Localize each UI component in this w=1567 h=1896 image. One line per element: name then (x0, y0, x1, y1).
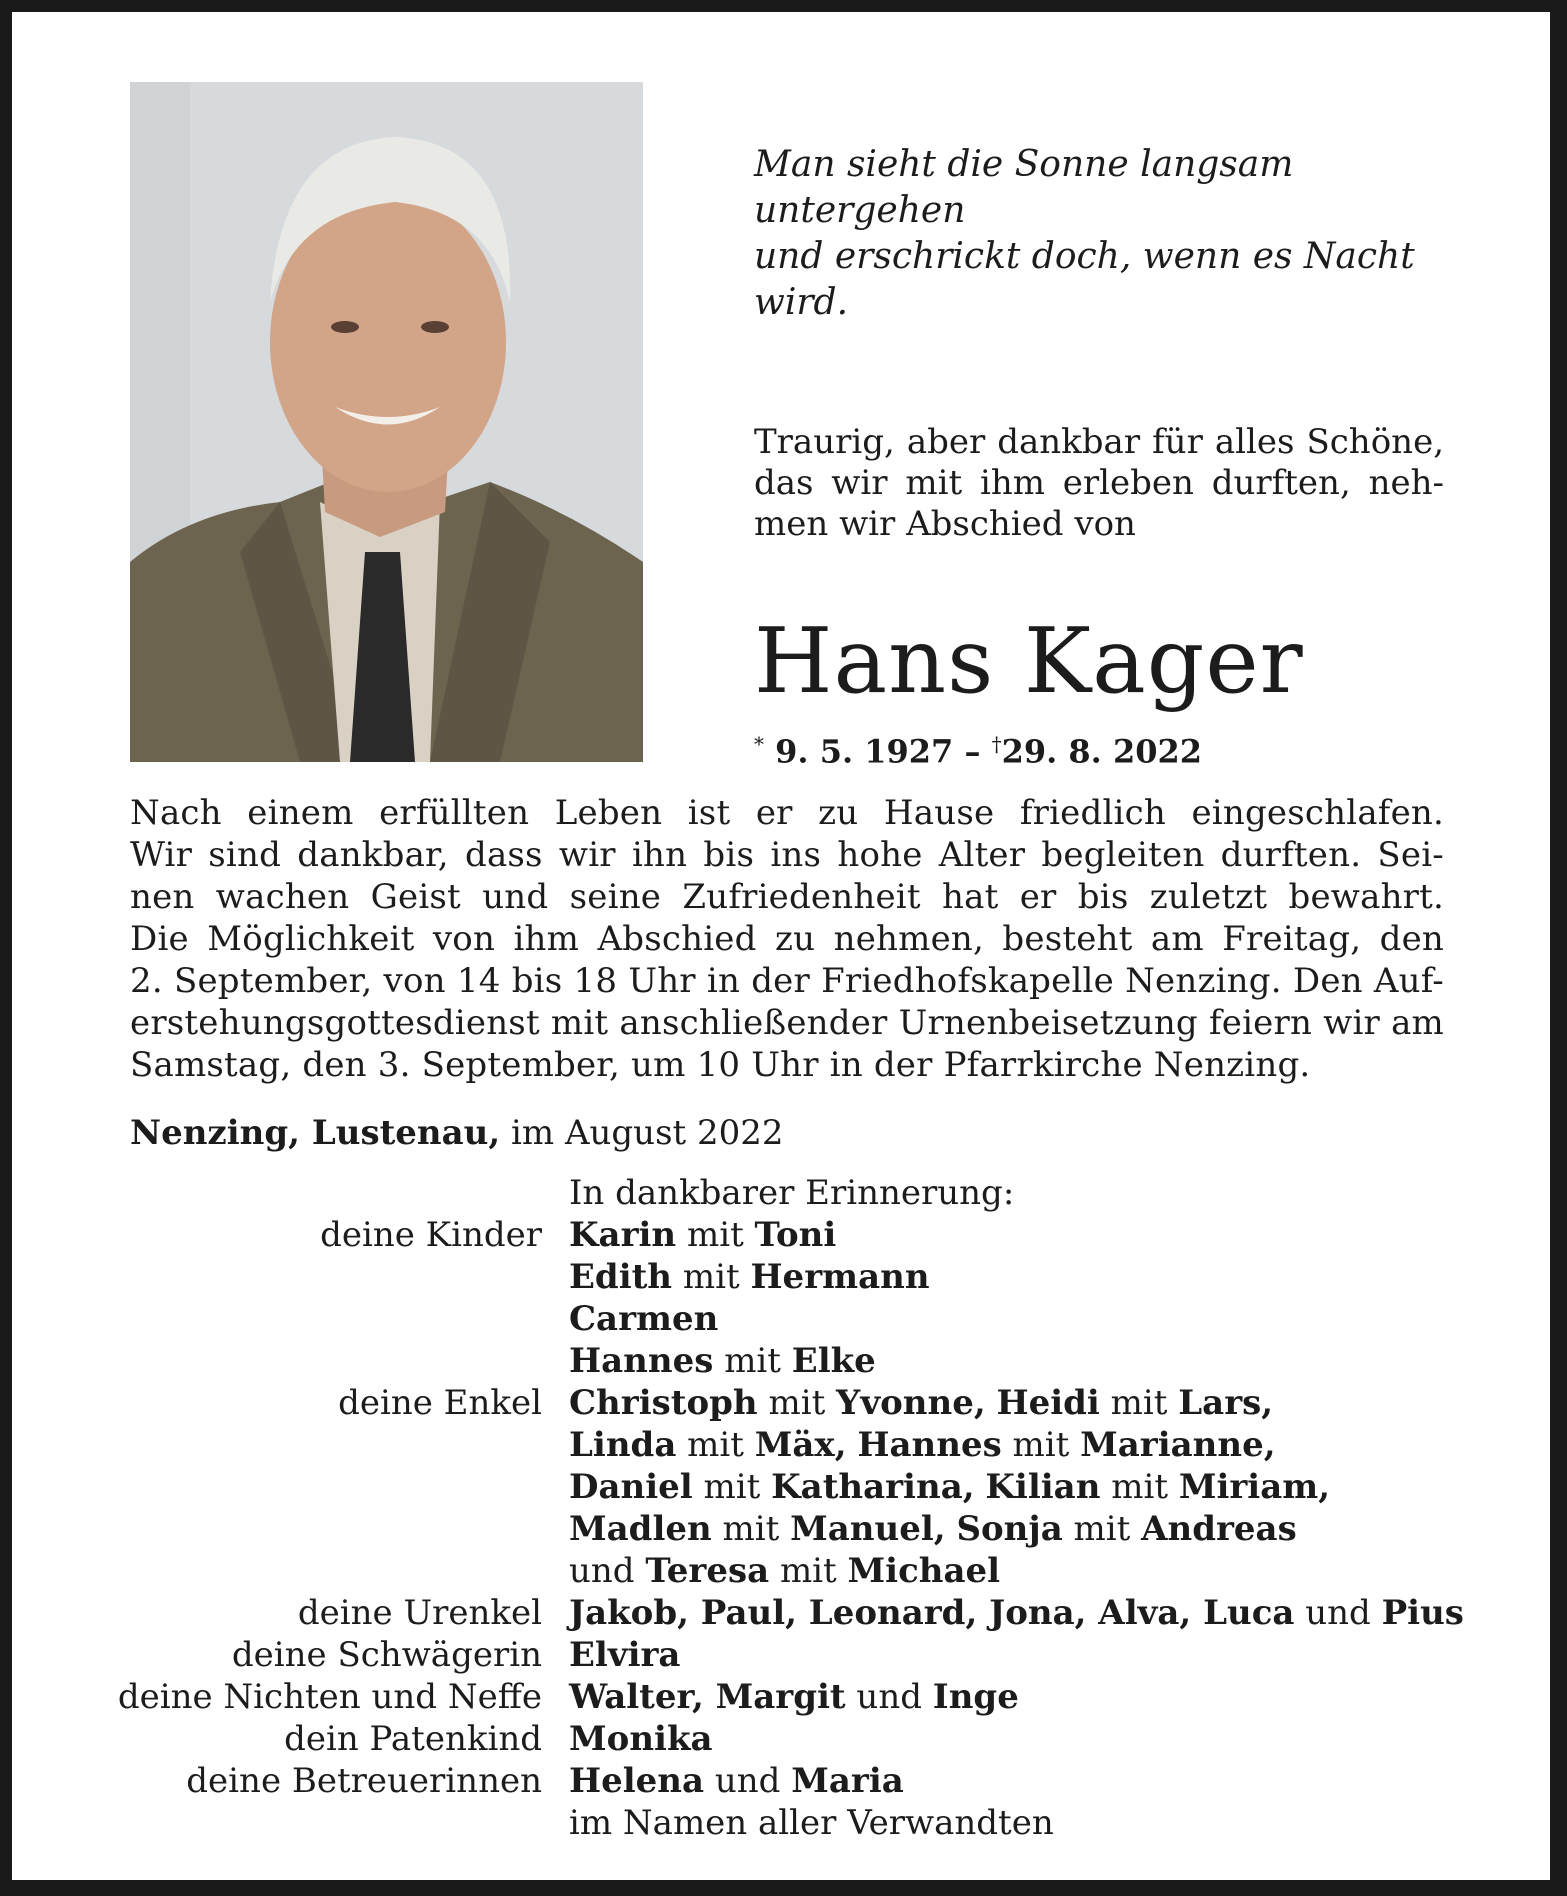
mourner-name: Daniel (569, 1467, 693, 1507)
mourner-name: Mäx, (754, 1425, 847, 1465)
place-towns: Nenzing, Lustenau, (130, 1113, 501, 1153)
body-line: Nach einem erfüllten Leben ist er zu Hause friedlich eingeschlafen. (130, 793, 1444, 833)
place-date (130, 1112, 784, 1154)
conjunction: mit (768, 1383, 826, 1423)
quote-line: und erschrickt doch, wenn es Nacht wird. (754, 236, 1415, 323)
names-kinder-1 (569, 1214, 836, 1256)
intro-line: das wir mit ihm erleben durften, neh- (754, 463, 1444, 503)
mourner-name: Elke (791, 1341, 876, 1381)
mourner-name: Marianne, (1080, 1425, 1276, 1465)
intro-line: Traurig, aber dankbar für alles Schöne, (754, 422, 1444, 462)
body-line: 2. September, von 14 bis 18 Uhr in der Friedhofskapelle Nenzing. Den Auf- (130, 961, 1444, 1001)
conjunction: und (856, 1677, 922, 1717)
mourner-name: Walter, Margit (569, 1677, 846, 1717)
conjunction: mit (724, 1341, 781, 1381)
closing-line: im Namen aller Verwandten (569, 1803, 1054, 1843)
conjunction: mit (779, 1551, 837, 1591)
place-date-text: im August 2022 (511, 1113, 784, 1153)
farewell-intro (754, 422, 1444, 545)
conjunction: mit (722, 1509, 780, 1549)
mourner-name: Pius (1381, 1593, 1464, 1633)
birth-symbol: * (754, 732, 764, 756)
names-kinder-2 (569, 1256, 930, 1298)
mourner-name: Heidi (996, 1383, 1100, 1423)
mourner-name: Sonja (956, 1509, 1063, 1549)
mourner-name: Jakob, Paul, Leonard, Jona, Alva, Luca (569, 1593, 1295, 1633)
mourner-name: Carmen (569, 1299, 719, 1339)
mourner-name: Helena (569, 1761, 705, 1801)
intro-line: men wir Abschied von (754, 504, 1136, 544)
quote-line: Man sieht die Sonne langsam untergehen (754, 144, 1294, 231)
mourner-name: Monika (569, 1719, 713, 1759)
signature-intro: In dankbarer Erinnerung: (569, 1173, 1015, 1213)
conjunction: mit (1012, 1425, 1070, 1465)
mourner-name: Elvira (569, 1635, 681, 1675)
conjunction: und (1305, 1593, 1371, 1633)
names-enkel-3 (569, 1466, 1330, 1508)
names-enkel-1 (569, 1382, 1273, 1424)
deceased-name: Hans Kager (754, 609, 1304, 714)
portrait-photo (130, 82, 643, 762)
mourner-name: Hannes (857, 1425, 1002, 1465)
epitaph-quote (754, 142, 1474, 326)
relation-label-schwaegerin: deine Schwägerin (231, 1635, 542, 1675)
names-nichten (569, 1676, 1019, 1718)
conjunction: mit (703, 1467, 761, 1507)
mourner-name: Miriam, (1178, 1467, 1331, 1507)
mourner-name: Teresa (645, 1551, 770, 1591)
conjunction: und (714, 1761, 781, 1801)
mourner-name: Andreas (1141, 1509, 1297, 1549)
names-betreuerinnen (569, 1760, 904, 1802)
birth-date: 9. 5. 1927 (775, 732, 954, 771)
names-kinder-3 (569, 1298, 718, 1340)
mourner-name: Christoph (569, 1383, 758, 1423)
body-line: nen wachen Geist und seine Zufriedenheit hat er bis zuletzt bewahrt. (130, 877, 1444, 917)
body-line: Samstag, den 3. September, um 10 Uhr in der Pfarrkirche Nenzing. (130, 1045, 1311, 1085)
conjunction: mit (682, 1257, 740, 1297)
mourner-name: Maria (791, 1761, 904, 1801)
relation-label-patenkind: dein Patenkind (284, 1719, 542, 1759)
mourner-name: Toni (754, 1215, 837, 1255)
body-line: Wir sind dankbar, dass wir ihn bis ins hohe Alter begleiten durften. Sei- (130, 835, 1444, 875)
life-dates (754, 732, 1202, 771)
date-dash: – (964, 732, 981, 771)
conjunction: mit (686, 1215, 744, 1255)
conjunction: mit (1073, 1509, 1131, 1549)
mourner-name: Katharina, (771, 1467, 975, 1507)
names-patenkind (569, 1718, 713, 1760)
mourner-name: Kilian (985, 1467, 1101, 1507)
death-symbol: † (991, 732, 1002, 756)
names-enkel-2 (569, 1424, 1276, 1466)
names-urenkel (569, 1592, 1464, 1634)
relation-label-enkel: deine Enkel (338, 1383, 542, 1423)
conjunction: mit (1110, 1383, 1168, 1423)
names-kinder-4 (569, 1340, 876, 1382)
relation-label-urenkel: deine Urenkel (297, 1593, 542, 1633)
conjunction: und (569, 1551, 635, 1591)
names-schwaegerin (569, 1634, 680, 1676)
names-enkel-5 (569, 1550, 1000, 1592)
mourner-name: Yvonne, (836, 1383, 986, 1423)
obituary-text (130, 792, 1444, 1086)
mourner-name: Linda (569, 1425, 677, 1465)
body-line: Die Möglichkeit von ihm Abschied zu nehmen, besteht am Freitag, den (130, 919, 1444, 959)
names-enkel-4 (569, 1508, 1297, 1550)
conjunction: mit (1111, 1467, 1169, 1507)
mourner-name: Michael (847, 1551, 1001, 1591)
mourner-name: Karin (569, 1215, 677, 1255)
relation-label-kinder: deine Kinder (320, 1215, 542, 1255)
portrait-image (130, 82, 643, 762)
mourner-name: Hannes (569, 1341, 714, 1381)
mourner-name: Hermann (750, 1257, 930, 1297)
death-date: 29. 8. 2022 (1001, 732, 1202, 771)
obituary-card (12, 12, 1550, 1880)
mourner-name: Lars, (1178, 1383, 1274, 1423)
relation-label-betreuerinnen: deine Betreuerinnen (186, 1761, 542, 1801)
mourner-name: Edith (569, 1257, 673, 1297)
mourner-name: Inge (932, 1677, 1019, 1717)
body-line: erstehungsgottesdienst mit anschließender Urnenbeisetzung feiern wir am (130, 1003, 1444, 1043)
mourner-name: Madlen (569, 1509, 712, 1549)
conjunction: mit (687, 1425, 744, 1465)
relation-label-nichten: deine Nichten und Neffe (117, 1677, 542, 1717)
mourner-name: Manuel, (790, 1509, 946, 1549)
